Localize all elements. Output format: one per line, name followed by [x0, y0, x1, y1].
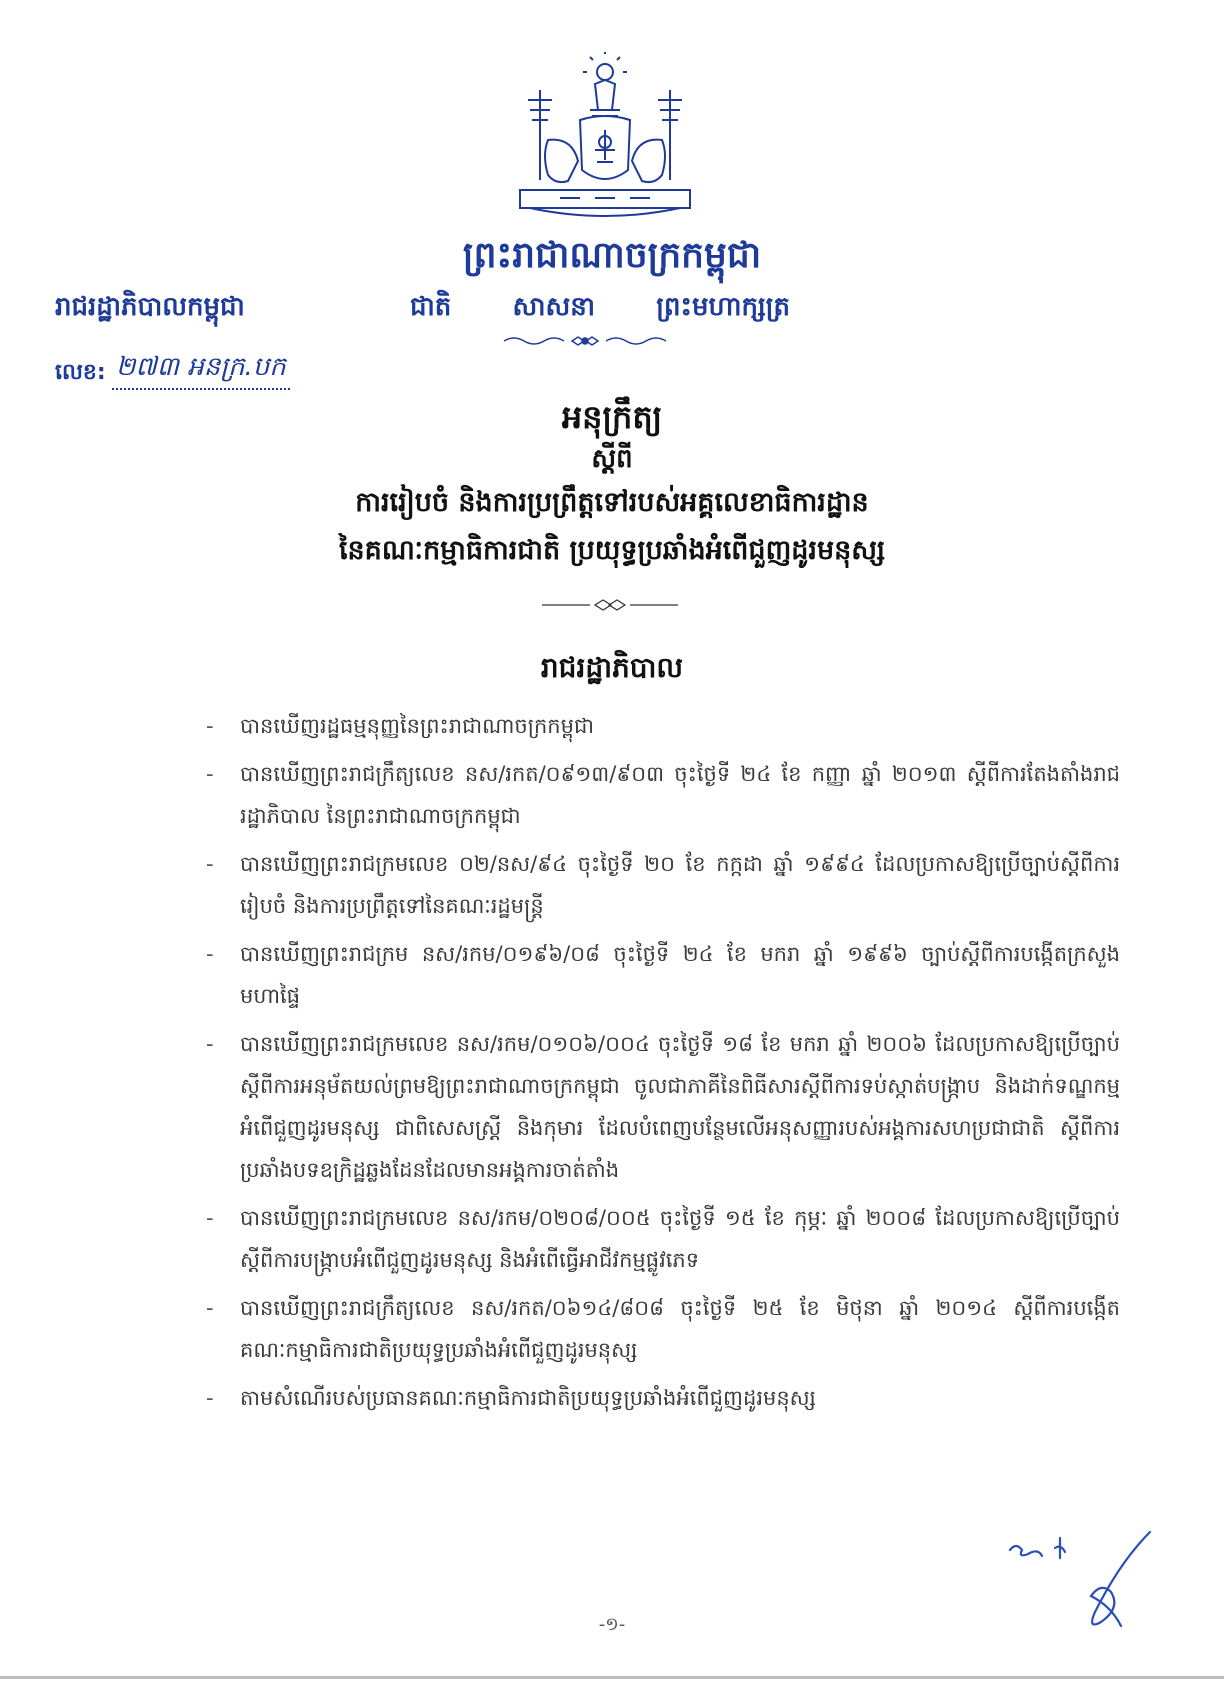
recitals-list: [206, 705, 1120, 1425]
recital-item: - បានឃើញព្រះរាជក្រមលេខ នស/រកម/០២០៨/០០៥ ចុះថ្ងៃទី ១៥ ខែ កុម្ភៈ ឆ្នាំ ២០០៨ ដែលប្រកាសឱ្យប្រើច្បាប់ស្តីពីការបង្ក្រាបអំពើជួញដូរមនុស្ស និងអំពើធ្វើអាជីវកម្មផ្លូវភេទ: [206, 1206, 1120, 1272]
motto-king: ព្រះមហាក្សត្រ: [656, 292, 790, 322]
document-title: [0, 395, 1224, 575]
motto-nation: ជាតិ: [410, 292, 452, 322]
document-type: អនុក្រឹត្យ: [561, 398, 663, 436]
recital-item: - បានឃើញរដ្ឋធម្មនុញ្ញនៃព្រះរាជាណាចក្រកម្ពុជា: [206, 714, 594, 738]
reference-number: [55, 350, 290, 390]
ornament-divider-icon: [500, 334, 670, 348]
kingdom-title: ព្រះរាជាណាចក្រកម្ពុជា: [462, 234, 762, 276]
recital-item: - បានឃើញព្រះរាជក្រមលេខ ០២/នស/៩៤ ចុះថ្ងៃទី ២០ ខែ កក្កដា ឆ្នាំ ១៩៩៤ ដែលប្រកាសឱ្យប្រើច្បាប់ស្តីពីការរៀបចំ និងការប្រព្រឹត្តទៅនៃគណៈរដ្ឋមន្ត្រី: [206, 852, 1120, 918]
page-number: -១-: [598, 1614, 626, 1635]
royal-emblem-icon: [500, 50, 710, 225]
reference-label: លេខ:: [55, 360, 106, 385]
page-edge: [0, 1676, 1224, 1679]
signature-icon: [1000, 1530, 1170, 1660]
motto-religion: សាសនា: [512, 292, 596, 322]
recital-item: - បានឃើញព្រះរាជក្រឹត្យលេខ នស/រកត/០៩១៣/៩០៣ ចុះថ្ងៃទី ២៤ ខែ កញ្ញា ឆ្នាំ ២០១៣ ស្តីពីការតែងតាំងរាជរដ្ឋាភិបាល នៃព្រះរាជាណាចក្រកម្ពុជា: [206, 762, 1120, 828]
document-subject-line-1: ការរៀបចំ និងការប្រព្រឹត្តទៅរបស់អគ្គលេខាធិការដ្ឋាន: [355, 487, 869, 518]
government-name: រាជរដ្ឋាភិបាលកម្ពុជា: [55, 292, 245, 322]
document-subject-line-2: នៃគណៈកម្មាធិការជាតិ ប្រយុទ្ធប្រឆាំងអំពើជួញដូរមនុស្ស: [338, 535, 886, 566]
recital-item: - តាមសំណើរបស់ប្រធានគណៈកម្មាធិការជាតិប្រយុទ្ធប្រឆាំងអំពើជួញដូរមនុស្ស: [206, 1386, 816, 1410]
recital-item: - បានឃើញព្រះរាជក្រម នស/រកម/០១៩៦/០៨ ចុះថ្ងៃទី ២៤ ខែ មករា ឆ្នាំ ១៩៩៦ ច្បាប់ស្តីពីការបង្កើតក្រសួងមហាផ្ទៃ: [206, 942, 1120, 1008]
issuing-authority: រាជរដ្ឋាភិបាល: [540, 651, 684, 684]
title-divider-icon: [540, 598, 680, 612]
national-motto: [410, 290, 790, 328]
document-about: ស្តីពី: [591, 444, 633, 474]
recital-item: - បានឃើញព្រះរាជក្រមលេខ នស/រកម/០១០៦/០០៤ ចុះថ្ងៃទី ១៨ ខែ មករា ឆ្នាំ ២០០៦ ដែលប្រកាសឱ្យប្រើច្បាប់ស្តីពីការអនុម័តយល់ព្រមឱ្យព្រះរាជាណាចក្រកម្ពុជា ចូលជាភាគីនៃពិធីសារស្តីពីការទប់ស្កាត់បង្ក្រាប និងដាក់ទណ្ឌកម្មអំពើជួញដូរមនុស្ស ជាពិសេសស្ត្រី និងកុមារ ដែលបំពេញបន្ថែមលើអនុសញ្ញារបស់អង្គការសហប្រជាជាតិ ស្តីពីការប្រឆាំងបទឧក្រិដ្ឋឆ្លងដែនដែលមានអង្គការចាត់តាំង: [206, 1032, 1120, 1182]
recital-item: - បានឃើញព្រះរាជក្រឹត្យលេខ នស/រកត/០៦១៤/៨០៨ ចុះថ្ងៃទី ២៥ ខែ មិថុនា ឆ្នាំ ២០១៤ ស្តីពីការបង្កើតគណៈកម្មាធិការជាតិប្រយុទ្ធប្រឆាំងអំពើជួញដូរមនុស្ស: [206, 1296, 1120, 1362]
reference-value: ២៧៣ អនក្រ.បក: [112, 350, 290, 390]
